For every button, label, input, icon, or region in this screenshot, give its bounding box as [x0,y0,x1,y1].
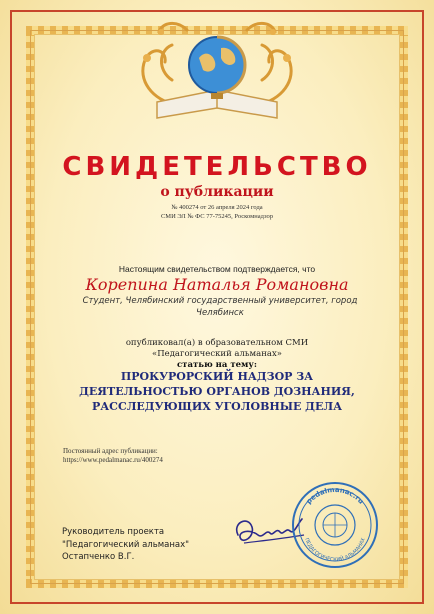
signer-block [62,526,222,564]
stamp-inner-text: ПЕДАГОГИЧЕСКИЙ АЛЬМАНАХ [303,537,367,564]
confirm-text: Настоящим свидетельством подтверждается, что [118,264,316,274]
author-affiliation: Студент, Челябинский государственный университет, город Челябинск [82,296,358,318]
author-name: Корепина Наталья Романовна [85,275,349,294]
certificate-subtitle: о публикации [160,184,274,200]
publication-url[interactable]: https://www.pedalmanac.ru/400274 [63,456,163,464]
signer-name: Остапченко В.Г. [62,552,135,562]
official-stamp [290,480,380,570]
published-line: опубликовал(а) в образовательном СМИ [125,338,309,348]
signer-title: Руководитель проекта [62,527,165,537]
article-topic: ПРОКУРОРСКИЙ НАДЗОР ЗА ДЕЯТЕЛЬНОСТЬЮ ОРГАНОВ ДОЗНАНИЯ, РАССЛЕДУЮЩИХ УГОЛОВНЫЕ ДЕЛА [79,370,355,413]
media-name: «Педагогический альманах» [152,349,282,359]
media-license: СМИ ЭЛ № ФС 77-75245, Роскомнадзор [160,213,274,220]
topic-label: статью на тему: [177,360,257,370]
stamp-outer-text: pedalmanac.ru [304,485,366,506]
signer-organization: "Педагогический альманах" [62,539,190,550]
certificate-number: № 400274 от 26 апреля 2024 года [171,204,263,211]
globe-book-emblem [117,10,317,135]
url-label: Постоянный адрес публикации: [63,447,158,455]
svg-text:ПЕДАГОГИЧЕСКИЙ АЛЬМАНАХ [303,537,367,563]
certificate-title: СВИДЕТЕЛЬСТВО [62,152,372,182]
